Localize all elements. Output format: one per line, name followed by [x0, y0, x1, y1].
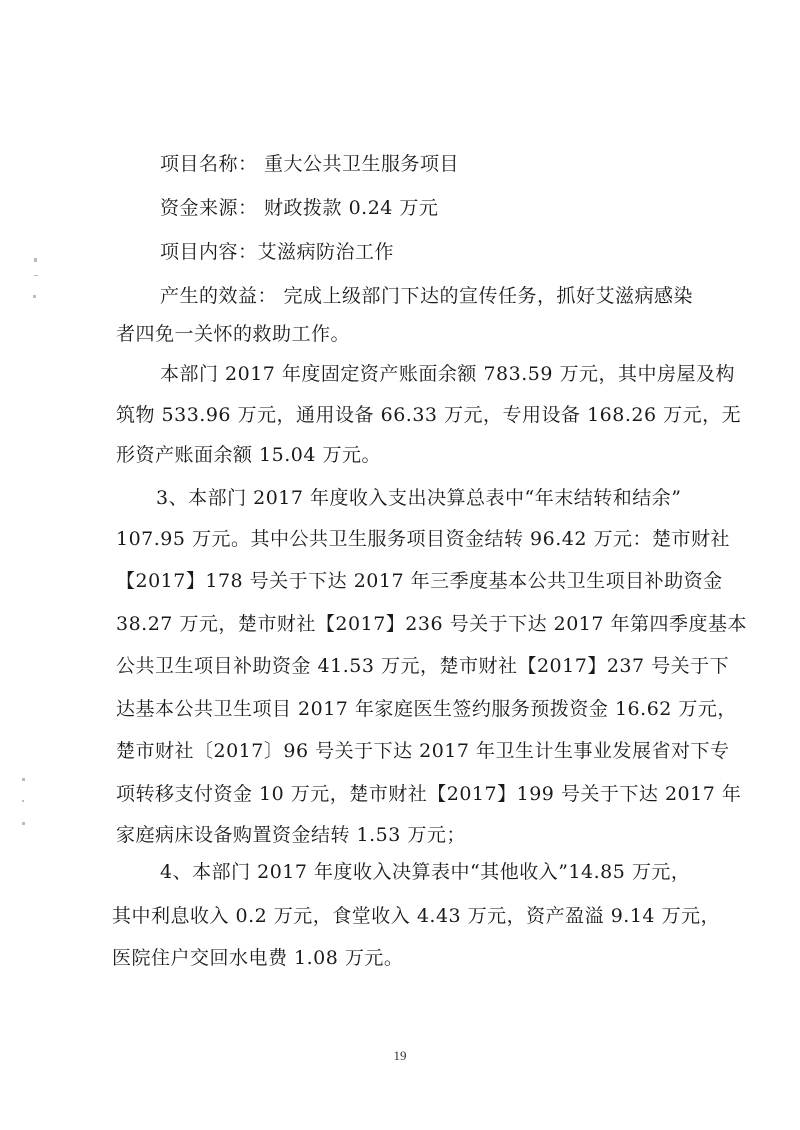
text-line-section3-8: 项转移支付资金 10 万元，楚市财社【2017】199 号关于下达 2017 年 [116, 783, 742, 805]
text-line-assets-2: 筑物 533.96 万元，通用设备 66.33 万元，专用设备 168.26 万元，无 [116, 404, 742, 426]
text-line-section3-5: 公共卫生项目补助资金 41.53 万元，楚市财社【2017】237 号关于下 [116, 655, 730, 677]
scan-mark [22, 800, 24, 802]
text-line-section4-1: 4、本部门 2017 年度收入决算表中“其他收入”14.85 万元， [160, 861, 691, 883]
text-line-section3-1: 3、本部门 2017 年度收入支出决算总表中“年末结转和结余” [156, 487, 682, 509]
text-line-section3-3: 【2017】178 号关于下达 2017 年三季度基本公共卫生项目补助资金 [116, 570, 723, 592]
text-line-benefit: 产生的效益： 完成上级部门下达的宣传任务，抓好艾滋病感染 [160, 285, 694, 307]
text-line-section4-3: 医院住户交回水电费 1.08 万元。 [112, 947, 404, 969]
text-line-assets-3: 形资产账面余额 15.04 万元。 [116, 444, 381, 466]
scan-mark [22, 822, 25, 825]
text-line-benefit-cont: 者四免一关怀的救助工作。 [116, 323, 351, 345]
scan-mark [22, 778, 25, 781]
text-line-project-content: 项目内容：艾滋病防治工作 [160, 241, 395, 263]
text-line-assets-1: 本部门 2017 年度固定资产账面余额 783.59 万元，其中房屋及构 [160, 363, 735, 385]
text-line-section3-9: 家庭病床设备购置资金结转 1.53 万元； [116, 824, 466, 846]
text-line-section3-2: 107.95 万元。其中公共卫生服务项目资金结转 96.42 万元：楚市财社 [116, 528, 730, 550]
text-line-project-name: 项目名称： 重大公共卫生服务项目 [160, 153, 460, 175]
scan-mark [33, 295, 36, 298]
scan-mark [34, 258, 37, 262]
page-number: 19 [393, 1048, 407, 1063]
text-line-section4-2: 其中利息收入 0.2 万元，食堂收入 4.43 万元，资产盈溢 9.14 万元， [112, 905, 721, 927]
text-line-section3-7: 楚市财社〔2017〕96 号关于下达 2017 年卫生计生事业发展省对下专 [116, 740, 730, 762]
text-line-section3-6: 达基本公共卫生项目 2017 年家庭医生签约服务预拨资金 16.62 万元， [116, 698, 737, 720]
scan-mark [34, 275, 38, 276]
text-line-section3-4: 38.27 万元，楚市财社【2017】236 号关于下达 2017 年第四季度基本 [116, 613, 748, 635]
text-line-fund-source: 资金来源： 财政拨款 0.24 万元 [160, 197, 439, 219]
